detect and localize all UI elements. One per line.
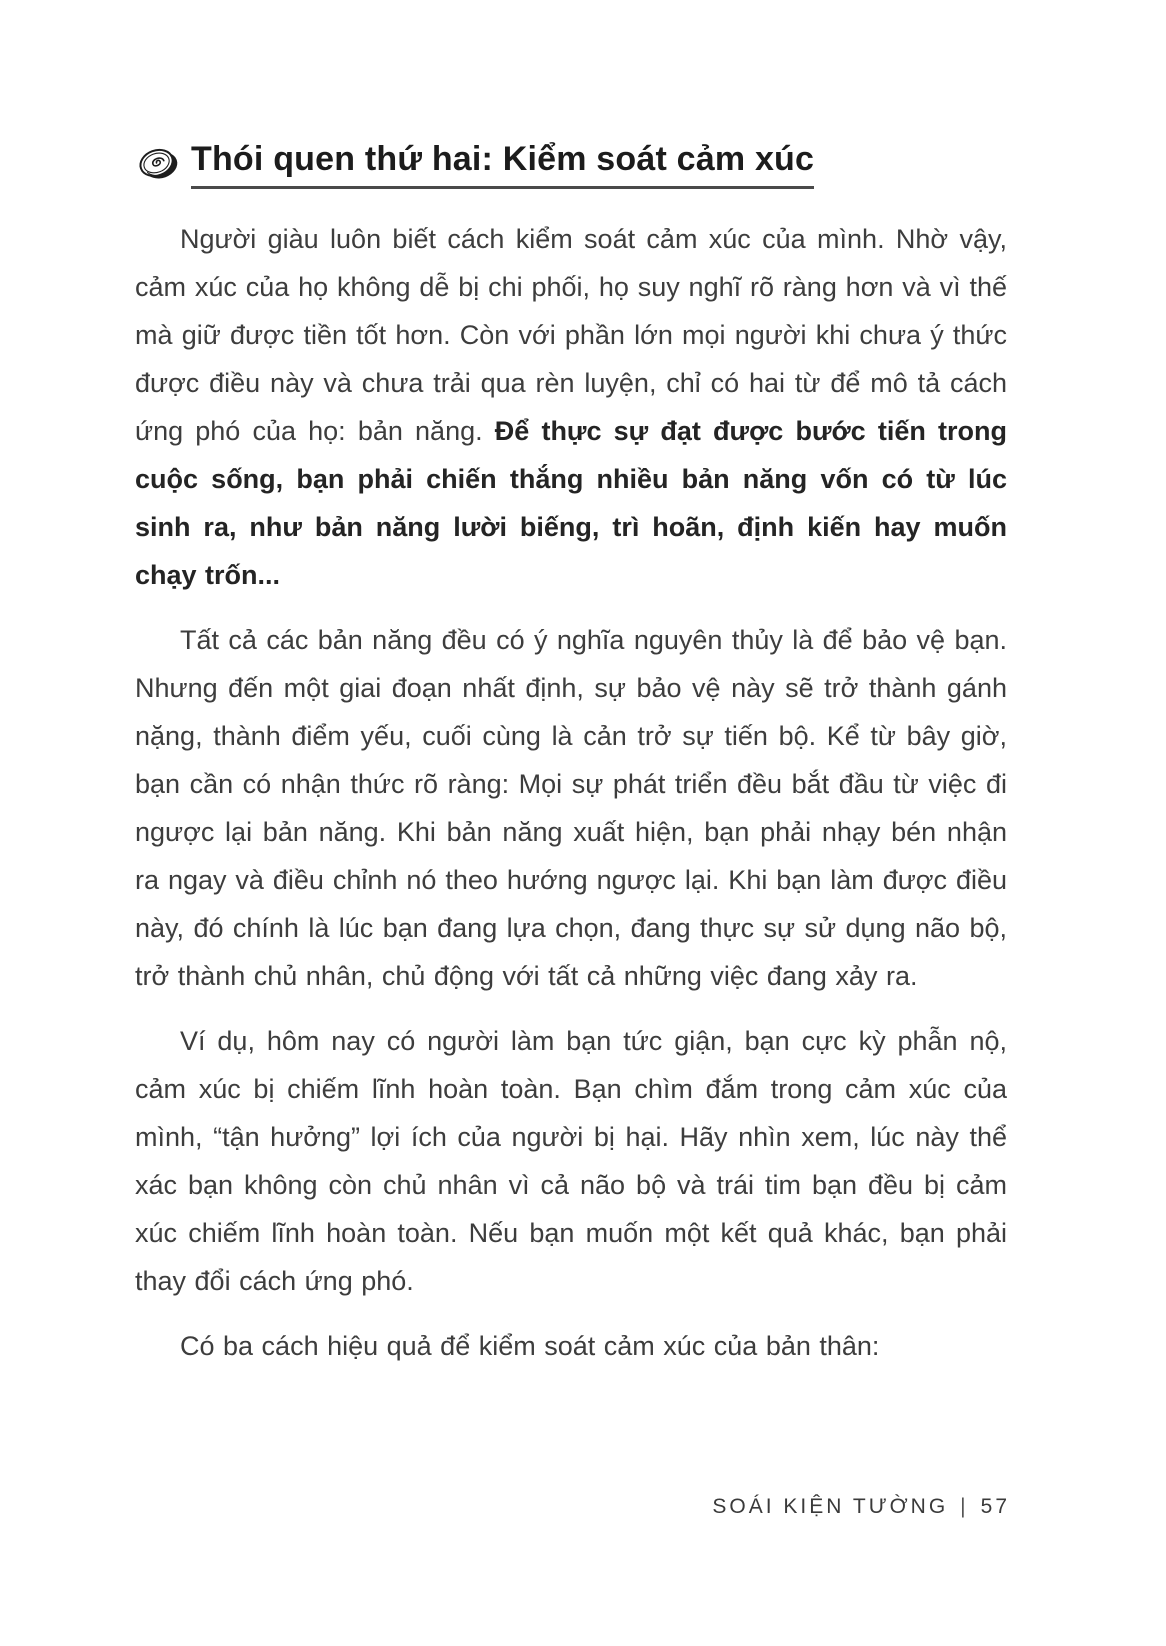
footer-separator: | xyxy=(960,1495,969,1518)
paragraph-4: Có ba cách hiệu quả để kiểm soát cảm xúc của bản thân: xyxy=(180,1331,880,1362)
section-title: Thói quen thứ hai: Kiểm soát cảm xúc xyxy=(191,140,814,189)
paragraph-1-bold: Để thực sự đạt được bước tiến trong cuộc sống, bạn phải chiến thắng nhiều bản năng vốn có từ lúc sinh ra, như bản năng lười biếng, trì hoãn, định kiến hay muốn chạy trốn... xyxy=(135,416,1007,591)
footer-page-number: 57 xyxy=(980,1495,1010,1518)
paragraph-1-normal: Người giàu luôn biết cách kiểm soát cảm xúc của mình. Nhờ vậy, cảm xúc của họ không dễ bị chi phối, họ suy nghĩ rõ ràng hơn và vì thế mà giữ được tiền tốt hơn. Còn với phần lớn mọi người khi chưa ý thức được điều này và chưa trải qua rèn luyện, chỉ có hai từ để mô tả cách ứng phó của họ: bản năng. xyxy=(135,224,1007,447)
paragraph-3: Ví dụ, hôm nay có người làm bạn tức giận, bạn cực kỳ phẫn nộ, cảm xúc bị chiếm lĩnh hoàn toàn. Bạn chìm đắm trong cảm xúc của mình, “tận hưởng” lợi ích của người bị hại. Hãy nhìn xem, lúc này thể xác bạn không còn chủ nhân vì cả não bộ và trái tim bạn đều bị cảm xúc chiếm lĩnh hoàn toàn. Nếu bạn muốn một kết quả khác, bạn phải thay đổi cách ứng phó. xyxy=(135,1026,1007,1297)
section-heading-row xyxy=(135,140,1007,189)
body-text xyxy=(135,189,1007,1370)
page-footer xyxy=(712,1495,1010,1519)
page-content xyxy=(135,140,1007,1370)
footer-book-title: SOÁI KIỆN TƯỜNG xyxy=(712,1495,949,1518)
coin-icon xyxy=(135,142,181,186)
paragraph-1 xyxy=(135,189,1007,599)
paragraph-2: Tất cả các bản năng đều có ý nghĩa nguyên thủy là để bảo vệ bạn. Nhưng đến một giai đoạn nhất định, sự bảo vệ này sẽ trở thành gánh nặng, thành điểm yếu, cuối cùng là cản trở sự tiến bộ. Kể từ bây giờ, bạn cần có nhận thức rõ ràng: Mọi sự phát triển đều bắt đầu từ việc đi ngược lại bản năng. Khi bản năng xuất hiện, bạn phải nhạy bén nhận ra ngay và điều chỉnh nó theo hướng ngược lại. Khi bạn làm được điều này, đó chính là lúc bạn đang lựa chọn, đang thực sự sử dụng não bộ, trở thành chủ nhân, chủ động với tất cả những việc đang xảy ra. xyxy=(135,625,1007,992)
